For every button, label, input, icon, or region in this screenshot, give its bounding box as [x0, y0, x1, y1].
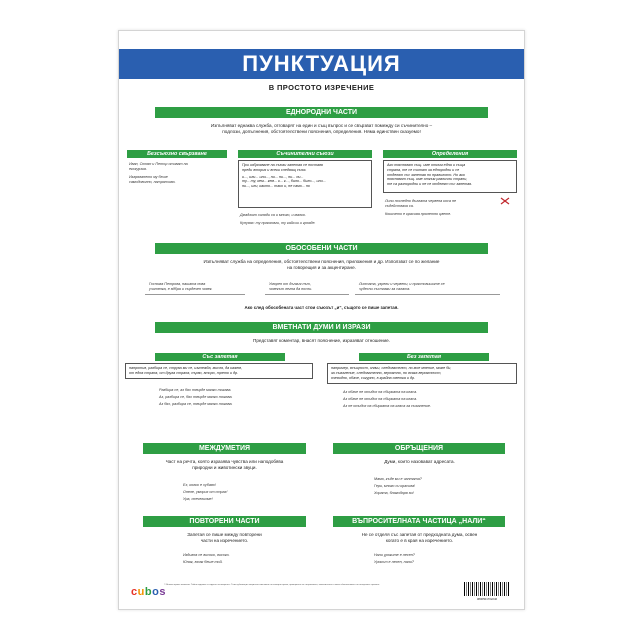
with-comma-example-3: Аз бях, разбира се, твърде малко тогава.: [159, 402, 233, 406]
repeated-example-2: Юнак, юнак беше той.: [183, 560, 223, 564]
section-title-inserted: ВМЕТНАТИ ДУМИ И ИЗРАЗИ: [155, 322, 488, 333]
with-comma-words-box: [125, 363, 313, 379]
section-title-nali: ВЪПРОСИТЕЛНАТА ЧАСТИЦА „НАЛИ“: [333, 516, 505, 527]
interjections-example-2: Опеле, уморих от страх!: [183, 490, 228, 494]
conjunctions-list-line-1: и..., или... или..., ни... ни..., ни... ни...: [242, 174, 304, 179]
asyndetic-example-2: Изгряването му беше: [129, 175, 168, 179]
asyndetic-example-1: Иван, Стоян и Петър отиват на: [129, 162, 188, 166]
conjunctions-list-line-2: ту... ту, кем... кем... к... к..., било... било..., или...: [242, 179, 326, 184]
barcode-number: 3800501702246: [476, 597, 498, 601]
separated-example-3b: чудесни съставки за салата.: [359, 287, 411, 291]
attributes-example-1b: съдействаха са.: [385, 204, 414, 208]
repeated-example-1: Издигна се високо, високо.: [183, 553, 230, 557]
subtitle-asyndetic: Безсъюзно свързване: [127, 150, 227, 158]
divider: [355, 294, 500, 295]
barcode: [464, 582, 510, 596]
section-title-repeated: ПОВТОРЕНИ ЧАСТИ: [143, 516, 306, 527]
separated-desc-line-1: Изпълняват служба на определения, обстоятелствени пояснения, приложения и др. Използват се по желание: [203, 259, 440, 264]
without-comma-example-3: Аз не отидох на сбирката на класа за съжаление.: [343, 404, 431, 408]
conjunctions-rule-line-1: При изброяване на съюзи запетая се поставя: [242, 163, 323, 167]
repeated-desc-line-2: части на изречението.: [200, 538, 249, 543]
homogeneous-desc-line-1: Изпълняват еднаква служба, отговарят на един и същ въпрос и се свързват помежду си съчинително –: [210, 123, 433, 128]
interjections-example-3: Ура, спечелихме!: [183, 497, 213, 501]
subtitle-without-comma: Без запетая: [359, 353, 489, 361]
without-comma-words-box: [327, 363, 517, 384]
subtitle-with-comma: Със запетая: [155, 353, 285, 361]
logo-letter: b: [144, 586, 153, 598]
interjections-desc-line-1: Част на речта, която изразява чувства или наподобява: [165, 459, 284, 464]
attributes-example-2: Кокичето е красива пролетно цвете.: [385, 212, 452, 216]
attributes-rule-line-3: отделят със запетая по правилото. Но ако: [387, 172, 465, 177]
section-title-interjections: МЕЖДУМЕТИЯ: [143, 443, 306, 454]
attributes-example-1: Лили последно дългата червена коса не: [385, 199, 457, 203]
page-title: ПУНКТУАЦИЯ: [119, 49, 524, 79]
attributes-rule-line-1: Ако поясняват същ. име откъм една и съща: [387, 163, 466, 167]
subtitle-attributes: Определения: [383, 150, 517, 158]
conjunctions-example-1: Джаджит хиляди са и много, и малко.: [240, 213, 306, 217]
asyndetic-example-1b: екскурзия.: [129, 167, 147, 171]
divider: [145, 294, 245, 295]
nali-desc-line-2: когато е в края на изречението.: [385, 538, 454, 543]
separated-example-3: Листата, узрели и червени, и нрастовишите се: [359, 282, 445, 286]
subtitle-coordinating-conjunctions: Съчинителни съюзи: [238, 150, 372, 158]
section-title-addresses: ОБРЪЩЕНИЯ: [333, 443, 505, 454]
cross-mark-icon: [499, 196, 511, 206]
logo-letter: s: [159, 586, 166, 598]
conjunctions-list-line-3: ни..., или, както... тако и, не само... но: [242, 184, 310, 189]
addresses-desc: Думи, които назовават адресата.: [384, 459, 455, 464]
separated-example-2: Уморен от дългия път,: [269, 282, 311, 286]
without-comma-example-1: Аз обаче не отидох на сбирката на класа.: [343, 390, 418, 394]
poster: [118, 30, 525, 610]
attributes-rule-line-4: поясняват същ. име откъм различни страни,: [387, 177, 468, 182]
without-comma-words-line-3: очевидно, обаче, сигурно, в крайна сметка и др.: [331, 375, 416, 380]
separated-example-1: Госпожа Петрова, нашата нова: [149, 282, 206, 286]
without-comma-words-line-2: за съжаление, следователно, вероятно, по всяка вероятност,: [331, 370, 442, 375]
interjections-example-1: Ех, колко е хубаво!: [183, 483, 216, 487]
separated-example-1b: учителка, е вдбра и сърдечен човек.: [149, 287, 213, 291]
logo-letter: o: [152, 586, 160, 598]
addresses-example-3: Хората, благодаря ви!: [374, 491, 414, 495]
separated-note: Ако след обособената част стои съюзът „и“, същото се пише запетая.: [244, 305, 399, 310]
without-comma-example-2: Аз обаче не отидох на сбирката на класа.: [343, 397, 418, 401]
page-subtitle: В ПРОСТОТО ИЗРЕЧЕНИЕ: [268, 83, 375, 92]
with-comma-example-1: Разбира се, аз бях твърде малко тогава.: [159, 388, 232, 392]
with-comma-words-line-1: напротив, разбира се, струва ми се, изглежда, мисля, да кажем,: [129, 366, 243, 370]
attributes-rule-line-2: страна, те се считат за еднородни и се: [387, 167, 460, 172]
conjunctions-rule-box: [238, 160, 372, 208]
interjections-desc-line-2: природни и животински звуци.: [192, 465, 257, 470]
with-comma-example-2: Аз, разбира се, бях твърде малко тогава.: [159, 395, 233, 399]
inserted-desc: Представят коментар, внасят пояснение, изразяват отношение.: [253, 338, 390, 343]
cubos-logo: [131, 586, 166, 598]
nali-desc-line-1: Не се отделя със запетая от предходната дума, освен: [361, 532, 478, 537]
section-title-separated: ОБОСОБЕНИ ЧАСТИ: [155, 243, 488, 254]
conjunctions-rule-line-2: преди втория и всеки следващ съюз.: [242, 167, 307, 172]
divider: [265, 294, 349, 295]
attributes-rule-line-5: те са разнородни и не се отделят със запетая.: [387, 182, 473, 187]
conjunctions-example-2: Купувах: ту прасковги, ту кайсии и грозде.: [240, 221, 316, 225]
logo-letter: u: [137, 586, 145, 598]
copyright-notice: © Всички права запазени. Тайно издание от издател отговорност. Тази публикация защитена изискване на копирни права, принципата на свързанието, включително в закон обезпечението на авторските правата.: [164, 584, 380, 586]
repeated-desc-line-1: Запетая се пише между повторени: [187, 532, 262, 537]
section-title-homogeneous: ЕДНОРОДНИ ЧАСТИ: [155, 107, 488, 118]
without-comma-words-line-1: например, всъщност, значи, следователно, по мое мнение, може би,: [331, 366, 452, 370]
addresses-example-2: Гери, много си красива!: [374, 484, 416, 488]
separated-desc-line-2: на говорещия и за акцентиране.: [287, 265, 356, 270]
nali-example-2: Урокът е лесен, нали?: [374, 560, 414, 564]
nali-example-1: Нали уроките е лесен?: [374, 553, 415, 557]
attributes-rule-box: [383, 160, 517, 193]
with-comma-words-line-2: от една страна, от друга страна, първо, второ, трето и др.: [129, 370, 239, 375]
logo-letter: c: [131, 586, 138, 598]
separated-example-2b: човекът легна да поспи.: [269, 287, 313, 291]
addresses-example-1: Мамо, къде ми е чантата?: [374, 477, 422, 481]
asyndetic-example-2b: самодоволно, натрапчиво.: [129, 180, 176, 184]
homogeneous-desc-line-2: подлози, допълнения, обстоятелствени пояснения, определения. Няма единствен сказуемо!: [222, 129, 421, 134]
